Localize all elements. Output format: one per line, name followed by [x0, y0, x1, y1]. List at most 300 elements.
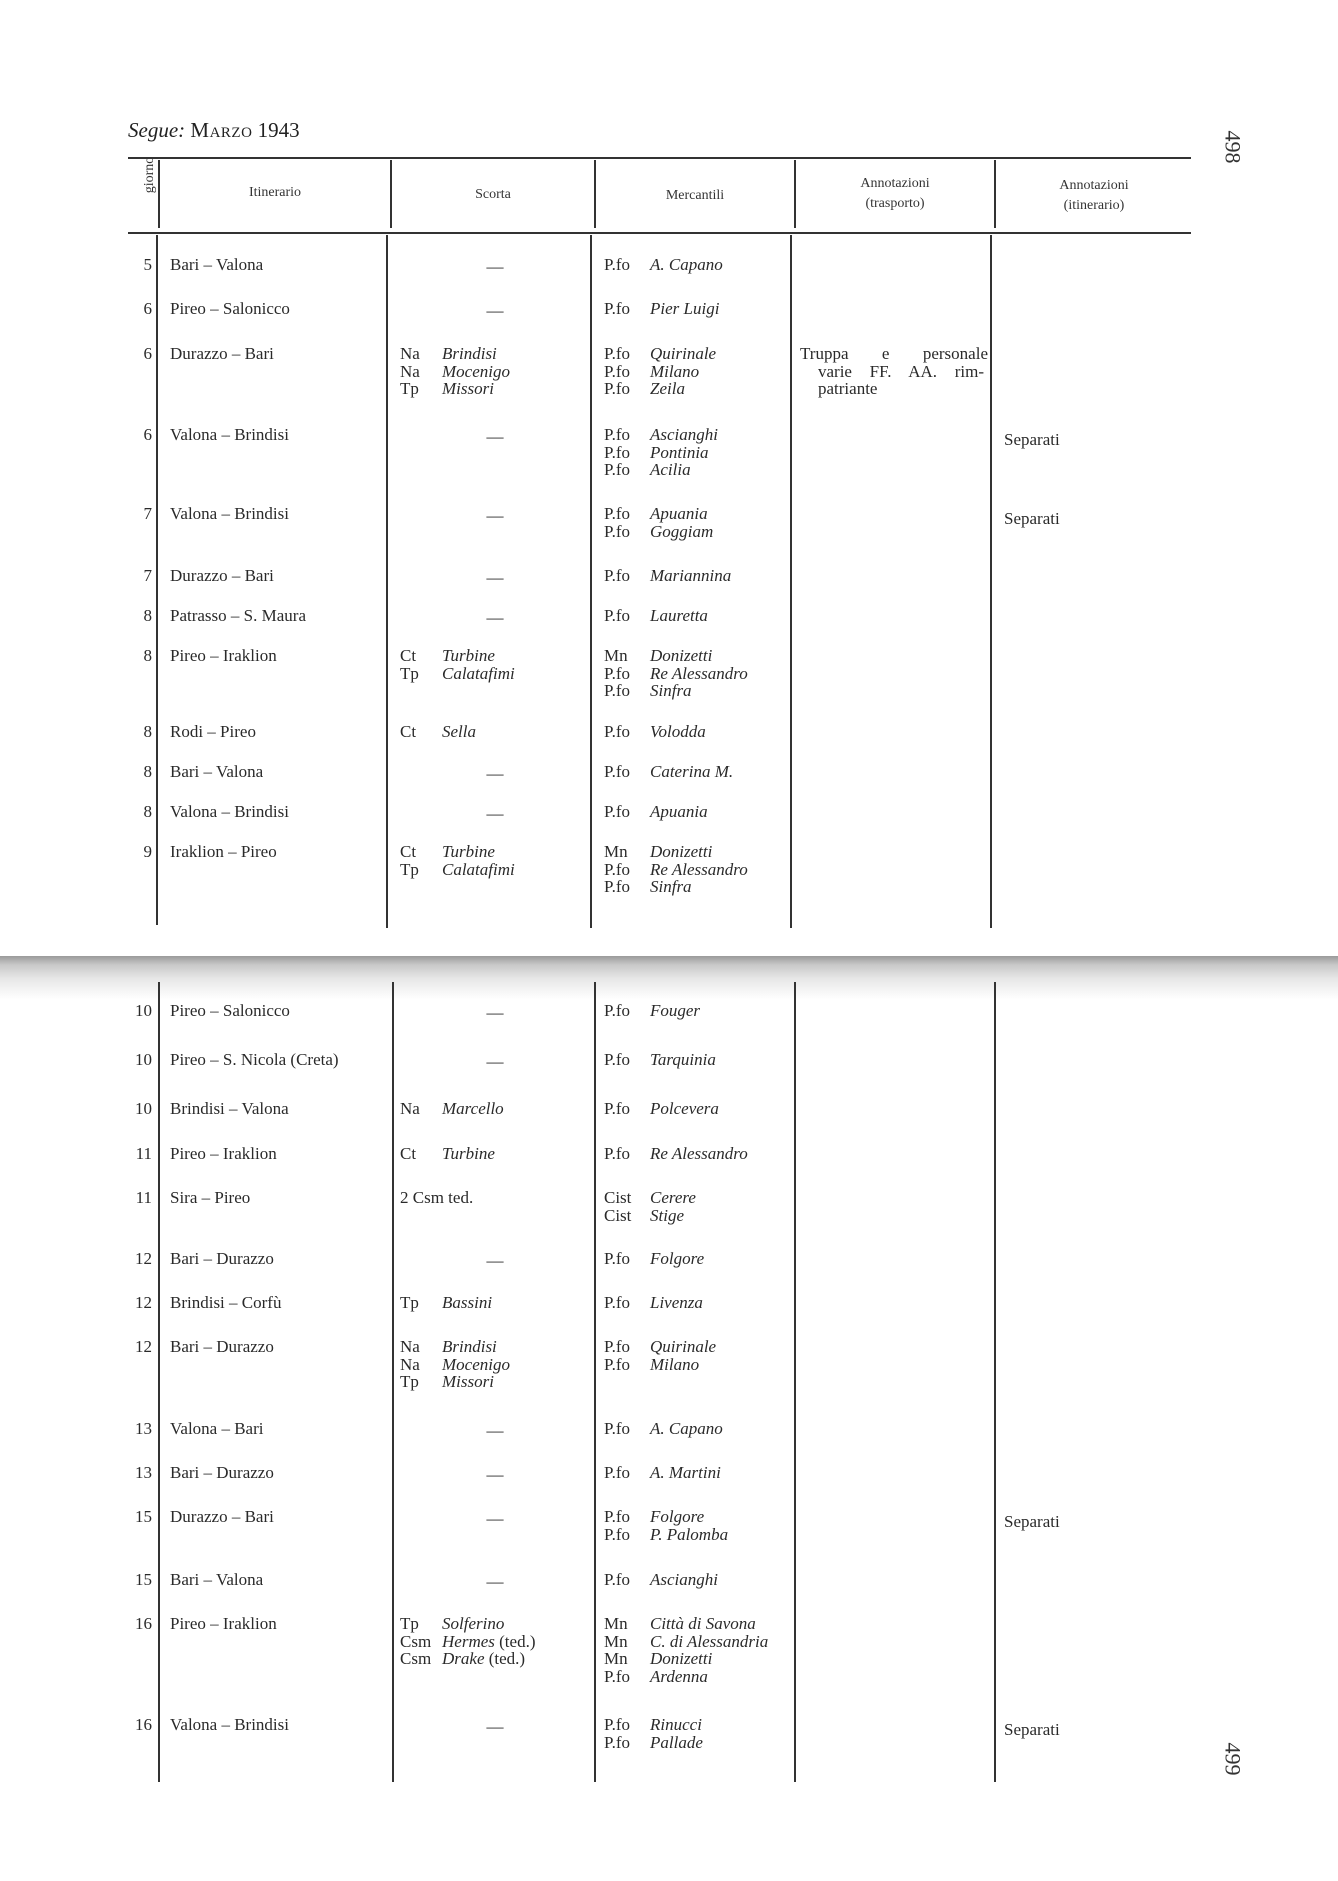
escort-ship: [400, 665, 600, 683]
mercantili-cell: [604, 505, 713, 540]
ship-name: Sinfra: [650, 681, 692, 700]
ship-name: Folgore: [650, 1507, 705, 1526]
ship-type: P.fo: [604, 681, 630, 700]
ship-type: P.fo: [604, 606, 630, 625]
day-cell: 10: [135, 1001, 152, 1020]
itinerario-cell: Iraklion – Pireo: [170, 842, 277, 861]
escort-name: Mocenigo: [442, 1354, 510, 1374]
mercantili-cell: [604, 1464, 721, 1482]
scorta-dash: —: [486, 1572, 504, 1591]
ship-type: P.fo: [604, 442, 630, 462]
merchant-ship: [604, 300, 719, 318]
scorta-cell: [400, 345, 600, 398]
ship-name: P. Palomba: [650, 1524, 729, 1544]
itinerario-cell: Valona – Brindisi: [170, 802, 289, 821]
day-cell: 15: [135, 1507, 152, 1526]
body-sep-4-lower: [794, 982, 796, 1782]
ship-type: P.fo: [604, 504, 630, 523]
annotazioni-itinerario-cell: Separati: [1004, 1720, 1060, 1739]
merchant-ship: [604, 363, 716, 381]
scorta-dash: —: [486, 1251, 504, 1270]
ship-name: C. di Alessandria: [650, 1631, 769, 1651]
header-annotazioni-itinerario: [996, 176, 1192, 216]
merchant-ship: [604, 647, 748, 665]
body-sep-1-lower: [158, 982, 160, 1782]
itinerario-cell: Patrasso – S. Maura: [170, 606, 306, 625]
ship-type: P.fo: [604, 1666, 630, 1686]
mercantili-cell: [604, 843, 748, 896]
scorta-dash: —: [486, 764, 504, 783]
scorta-dash: —: [486, 804, 504, 823]
ship-type: P.fo: [604, 255, 630, 274]
mercantili-cell: [604, 567, 731, 585]
merchant-ship: [604, 1464, 721, 1482]
day-cell: 16: [135, 1614, 152, 1633]
escort-type: Tp: [400, 663, 419, 683]
ship-name: Apuania: [650, 504, 708, 523]
merchant-ship: [604, 426, 718, 444]
escort-type: Ct: [400, 1144, 417, 1163]
day-cell: 7: [143, 504, 152, 523]
escort-name: Bassini: [442, 1293, 493, 1312]
ship-type: P.fo: [604, 1524, 630, 1544]
escort-type: Na: [400, 1099, 420, 1118]
ship-type: Mn: [604, 1649, 628, 1668]
body-sep-1-upper: [156, 235, 158, 925]
ship-type: Mn: [604, 646, 628, 665]
scorta-cell: [400, 1189, 600, 1207]
day-cell: 8: [143, 762, 152, 781]
merchant-ship: [604, 1508, 728, 1526]
day-cell: 8: [143, 802, 152, 821]
ship-name: A. Capano: [650, 255, 723, 274]
day-cell: 8: [143, 606, 152, 625]
escort-name: Turbine: [442, 1144, 495, 1163]
scorta-dash: —: [486, 1421, 504, 1440]
scorta-dash: —: [486, 1717, 504, 1736]
mercantili-cell: [604, 1145, 748, 1163]
merchant-ship: [604, 1338, 716, 1356]
itinerario-cell: Bari – Valona: [170, 255, 264, 274]
scorta-cell: [400, 1338, 600, 1391]
escort-note: (ted.): [488, 1649, 526, 1668]
itinerario-cell: Valona – Brindisi: [170, 1715, 289, 1734]
annotazioni-trasporto-cell: [800, 345, 988, 398]
merchant-ship: [604, 461, 718, 479]
mercantili-cell: [604, 345, 716, 398]
day-cell: 9: [143, 842, 152, 861]
mercantili-cell: [604, 1002, 700, 1020]
escort-name: Solferino: [442, 1614, 505, 1633]
mercantili-cell: [604, 1571, 718, 1589]
scorta-dash: —: [486, 1509, 504, 1528]
ship-type: P.fo: [604, 802, 630, 821]
ship-name: Re Alessandro: [650, 663, 748, 683]
ship-type: P.fo: [604, 344, 630, 363]
merchant-ship: [604, 1250, 704, 1268]
day-cell: 12: [135, 1249, 152, 1268]
escort-name: Drake: [442, 1649, 485, 1668]
mercantili-cell: [604, 256, 723, 274]
escort-type: Csm: [400, 1649, 432, 1668]
escort-type: Tp: [400, 859, 419, 879]
ship-type: P.fo: [604, 1715, 630, 1734]
escort-type: Na: [400, 1354, 420, 1374]
escort-ship: [400, 647, 600, 665]
ship-type: P.fo: [604, 1463, 630, 1482]
merchant-ship: [604, 1294, 703, 1312]
escort-type: Tp: [400, 379, 419, 398]
scorta-dash: —: [486, 568, 504, 587]
merchant-ship: [604, 665, 748, 683]
day-cell: 8: [143, 722, 152, 741]
escort-ship: [400, 363, 600, 381]
itinerario-cell: Pireo – Salonicco: [170, 1001, 290, 1020]
ship-name: Quirinale: [650, 344, 717, 363]
ship-type: P.fo: [604, 1337, 630, 1356]
ship-type: P.fo: [604, 877, 630, 896]
itinerario-cell: Bari – Valona: [170, 762, 264, 781]
escort-ship: [400, 1633, 600, 1651]
ship-name: Re Alessandro: [650, 859, 748, 879]
merchant-ship: [604, 567, 731, 585]
scorta-cell: [400, 1145, 600, 1163]
escort-type: Ct: [400, 646, 417, 665]
ship-type: P.fo: [604, 663, 630, 683]
merchant-ship: [604, 682, 748, 700]
ship-type: P.fo: [604, 1507, 630, 1526]
ship-type: P.fo: [604, 1732, 630, 1752]
merchant-ship: [604, 1207, 696, 1225]
itinerario-cell: Pireo – Iraklion: [170, 1614, 277, 1633]
title-prefix: Segue:: [128, 118, 186, 142]
annotazioni-itinerario-cell: Separati: [1004, 509, 1060, 528]
ship-type: P.fo: [604, 1570, 630, 1589]
ship-name: Donizetti: [650, 646, 713, 665]
ship-name: Milano: [650, 1354, 700, 1374]
ship-name: Zeila: [650, 379, 685, 398]
merchant-ship: [604, 1356, 716, 1374]
header-ann-itinerario-line2: (itinerario): [1063, 198, 1125, 213]
ship-type: P.fo: [604, 1001, 630, 1020]
itinerario-cell: Bari – Durazzo: [170, 1337, 274, 1356]
ship-name: Cerere: [650, 1188, 696, 1207]
escort-name: Missori: [442, 1372, 494, 1391]
ship-name: Caterina M.: [650, 762, 734, 781]
header-annotazioni-trasporto: [796, 174, 994, 214]
ship-type: Mn: [604, 1631, 628, 1651]
ship-type: P.fo: [604, 1354, 630, 1374]
escort-ship: [400, 1145, 600, 1163]
escort-name: Missori: [442, 379, 494, 398]
ship-type: P.fo: [604, 361, 630, 381]
ship-name: Pier Luigi: [650, 299, 720, 318]
escort-ship: [400, 843, 600, 861]
ship-name: Quirinale: [650, 1337, 717, 1356]
body-sep-2-lower: [392, 982, 394, 1782]
escort-ship: [400, 861, 600, 879]
merchant-ship: [604, 1420, 723, 1438]
ship-type: P.fo: [604, 762, 630, 781]
header-ann-trasporto-line1: Annotazioni: [860, 176, 930, 191]
ship-name: Polcevera: [650, 1099, 719, 1118]
ship-type: Mn: [604, 1614, 628, 1633]
escort-type: Tp: [400, 1614, 419, 1633]
day-cell: 6: [143, 299, 152, 318]
mercantili-cell: [604, 1338, 716, 1373]
ship-type: P.fo: [604, 1099, 630, 1118]
escort-ship: [400, 1373, 600, 1391]
annotazioni-itinerario-cell: Separati: [1004, 430, 1060, 449]
header-top-rule: [128, 157, 1191, 159]
merchant-ship: [604, 1633, 768, 1651]
ship-name: Milano: [650, 361, 700, 381]
ship-name: Goggiam: [650, 521, 714, 541]
merchant-ship: [604, 380, 716, 398]
title-year: 1943: [257, 118, 300, 142]
mercantili-cell: [604, 1100, 719, 1118]
escort-name: Turbine: [442, 646, 495, 665]
mercantili-cell: [604, 1716, 703, 1751]
header-scorta: Scorta: [475, 187, 511, 202]
page-title: [128, 118, 300, 143]
itinerario-cell: Brindisi – Corfù: [170, 1293, 282, 1312]
escort-type: Tp: [400, 1372, 419, 1391]
day-cell: 13: [135, 1463, 152, 1482]
mercantili-cell: [604, 607, 708, 625]
scorta-dash: —: [486, 301, 504, 320]
itinerario-cell: Sira – Pireo: [170, 1188, 251, 1207]
escort-name: Brindisi: [442, 1337, 497, 1356]
escort-name: Turbine: [442, 842, 495, 861]
scorta-cell: [400, 1100, 600, 1118]
merchant-ship: [604, 1051, 716, 1069]
mercantili-cell: [604, 1189, 696, 1224]
merchant-ship: [604, 1668, 768, 1686]
day-cell: 12: [135, 1337, 152, 1356]
ship-name: Città di Savona: [650, 1614, 756, 1633]
ship-name: Mariannina: [650, 566, 732, 585]
escort-type: Ct: [400, 722, 417, 741]
ship-type: P.fo: [604, 1419, 630, 1438]
ship-type: P.fo: [604, 1249, 630, 1268]
merchant-ship: [604, 1002, 700, 1020]
merchant-ship: [604, 256, 723, 274]
annotation-line: Truppa e personale: [800, 344, 988, 363]
day-cell: 8: [143, 646, 152, 665]
ship-name: Volodda: [650, 722, 706, 741]
scorta-cell: [400, 1294, 600, 1312]
merchant-ship: [604, 1571, 718, 1589]
merchant-ship: [604, 1189, 696, 1207]
mercantili-cell: [604, 803, 708, 821]
escort-ship: [400, 345, 600, 363]
mercantili-cell: [604, 1420, 723, 1438]
mercantili-cell: [604, 1250, 704, 1268]
scorta-dash: —: [486, 506, 504, 525]
ship-name: Pallade: [650, 1732, 703, 1752]
ship-name: Lauretta: [650, 606, 708, 625]
annotation-line: varie FF. AA. rim-: [818, 361, 984, 381]
day-cell: 6: [143, 425, 152, 444]
ship-name: Re Alessandro: [650, 1144, 748, 1163]
body-sep-4-upper: [790, 235, 792, 928]
mercantili-cell: [604, 1508, 728, 1543]
day-cell: 15: [135, 1570, 152, 1589]
ship-name: Stige: [650, 1205, 684, 1225]
ship-name: Tarquinia: [650, 1050, 716, 1069]
itinerario-cell: Durazzo – Bari: [170, 566, 274, 585]
itinerario-cell: Durazzo – Bari: [170, 1507, 274, 1526]
mercantili-cell: [604, 1294, 703, 1312]
escort-type: Ct: [400, 842, 417, 861]
header-mercantili: Mercantili: [665, 188, 725, 203]
merchant-ship: [604, 723, 706, 741]
page-fold-shadow: [0, 956, 1338, 1000]
mercantili-cell: [604, 300, 719, 318]
merchant-ship: [604, 1145, 748, 1163]
itinerario-cell: Pireo – Iraklion: [170, 1144, 277, 1163]
merchant-ship: [604, 505, 713, 523]
escort-ship: [400, 380, 600, 398]
ship-type: P.fo: [604, 425, 630, 444]
itinerario-cell: Bari – Valona: [170, 1570, 264, 1589]
day-cell: 6: [143, 344, 152, 363]
itinerario-cell: Bari – Durazzo: [170, 1463, 274, 1482]
ship-name: Fouger: [650, 1001, 701, 1020]
ship-name: Ascianghi: [650, 425, 718, 444]
scorta-dash: —: [486, 1052, 504, 1071]
merchant-ship: [604, 843, 748, 861]
body-sep-2-upper: [386, 235, 388, 928]
ship-name: Donizetti: [650, 842, 713, 861]
merchant-ship: [604, 878, 748, 896]
mercantili-cell: [604, 1615, 768, 1685]
itinerario-cell: Valona – Brindisi: [170, 425, 289, 444]
escort-ship: [400, 1100, 600, 1118]
escort-ship: [400, 1294, 600, 1312]
scorta-cell: [400, 723, 600, 741]
header-bottom-rule: [128, 232, 1191, 234]
ship-type: P.fo: [604, 859, 630, 879]
itinerario-cell: Brindisi – Valona: [170, 1099, 289, 1118]
escort-text: 2 Csm ted.: [400, 1188, 474, 1207]
ship-name: Folgore: [650, 1249, 705, 1268]
merchant-ship: [604, 1526, 728, 1544]
merchant-ship: [604, 803, 708, 821]
escort-note: (ted.): [499, 1631, 536, 1651]
scorta-dash: —: [486, 427, 504, 446]
ship-type: P.fo: [604, 299, 630, 318]
itinerario-cell: Bari – Durazzo: [170, 1249, 274, 1268]
itinerario-cell: Valona – Brindisi: [170, 504, 289, 523]
escort-name: Sella: [442, 722, 476, 741]
mercantili-cell: [604, 1051, 716, 1069]
day-cell: 11: [135, 1188, 152, 1207]
header-giorno: giorno: [142, 156, 157, 194]
body-sep-3-upper: [590, 235, 592, 928]
merchant-ship: [604, 763, 733, 781]
escort-type: Csm: [400, 1631, 432, 1651]
ship-name: Acilia: [650, 460, 691, 479]
body-sep-5-upper: [990, 235, 992, 928]
ship-name: Apuania: [650, 802, 708, 821]
ship-type: P.fo: [604, 566, 630, 585]
merchant-ship: [604, 861, 748, 879]
itinerario-cell: Rodi – Pireo: [170, 722, 256, 741]
annotazioni-itinerario-cell: Separati: [1004, 1512, 1060, 1531]
escort-name: Brindisi: [442, 344, 497, 363]
header-itinerario: Itinerario: [248, 185, 302, 200]
merchant-ship: [604, 523, 713, 541]
escort-ship: [400, 1338, 600, 1356]
merchant-ship: [604, 1734, 703, 1752]
itinerario-cell: Durazzo – Bari: [170, 344, 274, 363]
day-cell: 11: [135, 1144, 152, 1163]
page-number-top: 498: [1220, 130, 1246, 164]
ship-name: A. Capano: [650, 1419, 723, 1438]
mercantili-cell: [604, 723, 706, 741]
annotation-line: patriante: [818, 379, 878, 398]
itinerario-cell: Pireo – Salonicco: [170, 299, 290, 318]
day-cell: 10: [135, 1099, 152, 1118]
mercantili-cell: [604, 426, 718, 479]
merchant-ship: [604, 607, 708, 625]
escort-ship: [400, 723, 600, 741]
day-cell: 12: [135, 1293, 152, 1312]
ship-type: P.fo: [604, 1144, 630, 1163]
escort-ship: [400, 1356, 600, 1374]
day-cell: 10: [135, 1050, 152, 1069]
day-cell: 5: [143, 255, 152, 274]
merchant-ship: [604, 1615, 768, 1633]
ship-name: Ascianghi: [650, 1570, 718, 1589]
merchant-ship: [604, 444, 718, 462]
merchant-ship: [604, 345, 716, 363]
merchant-ship: [604, 1716, 703, 1734]
ship-type: P.fo: [604, 722, 630, 741]
escort-type: Na: [400, 344, 420, 363]
itinerario-cell: Valona – Bari: [170, 1419, 264, 1438]
escort-type: Na: [400, 361, 420, 381]
ship-name: Pontinia: [650, 442, 709, 462]
ship-name: Ardenna: [650, 1666, 708, 1686]
ship-type: P.fo: [604, 379, 630, 398]
scorta-cell: [400, 647, 600, 682]
escort-name: Marcello: [442, 1099, 504, 1118]
day-cell: 7: [143, 566, 152, 585]
escort-type: Tp: [400, 1293, 419, 1312]
ship-type: P.fo: [604, 1050, 630, 1069]
ship-type: Cist: [604, 1205, 632, 1225]
scorta-cell: [400, 843, 600, 878]
merchant-ship: [604, 1650, 768, 1668]
ship-type: Cist: [604, 1188, 632, 1207]
ship-name: Rinucci: [650, 1715, 702, 1734]
scorta-cell: [400, 1615, 600, 1668]
day-cell: 13: [135, 1419, 152, 1438]
escort-type: Na: [400, 1337, 420, 1356]
body-sep-5-lower: [994, 982, 996, 1782]
header-ann-itinerario-line1: Annotazioni: [1059, 178, 1129, 193]
ship-type: P.fo: [604, 460, 630, 479]
scorta-dash: —: [486, 608, 504, 627]
ship-type: Mn: [604, 842, 628, 861]
escort-ship: [400, 1650, 600, 1668]
day-cell: 16: [135, 1715, 152, 1734]
itinerario-cell: Pireo – S. Nicola (Creta): [170, 1050, 339, 1069]
itinerario-cell: Pireo – Iraklion: [170, 646, 277, 665]
